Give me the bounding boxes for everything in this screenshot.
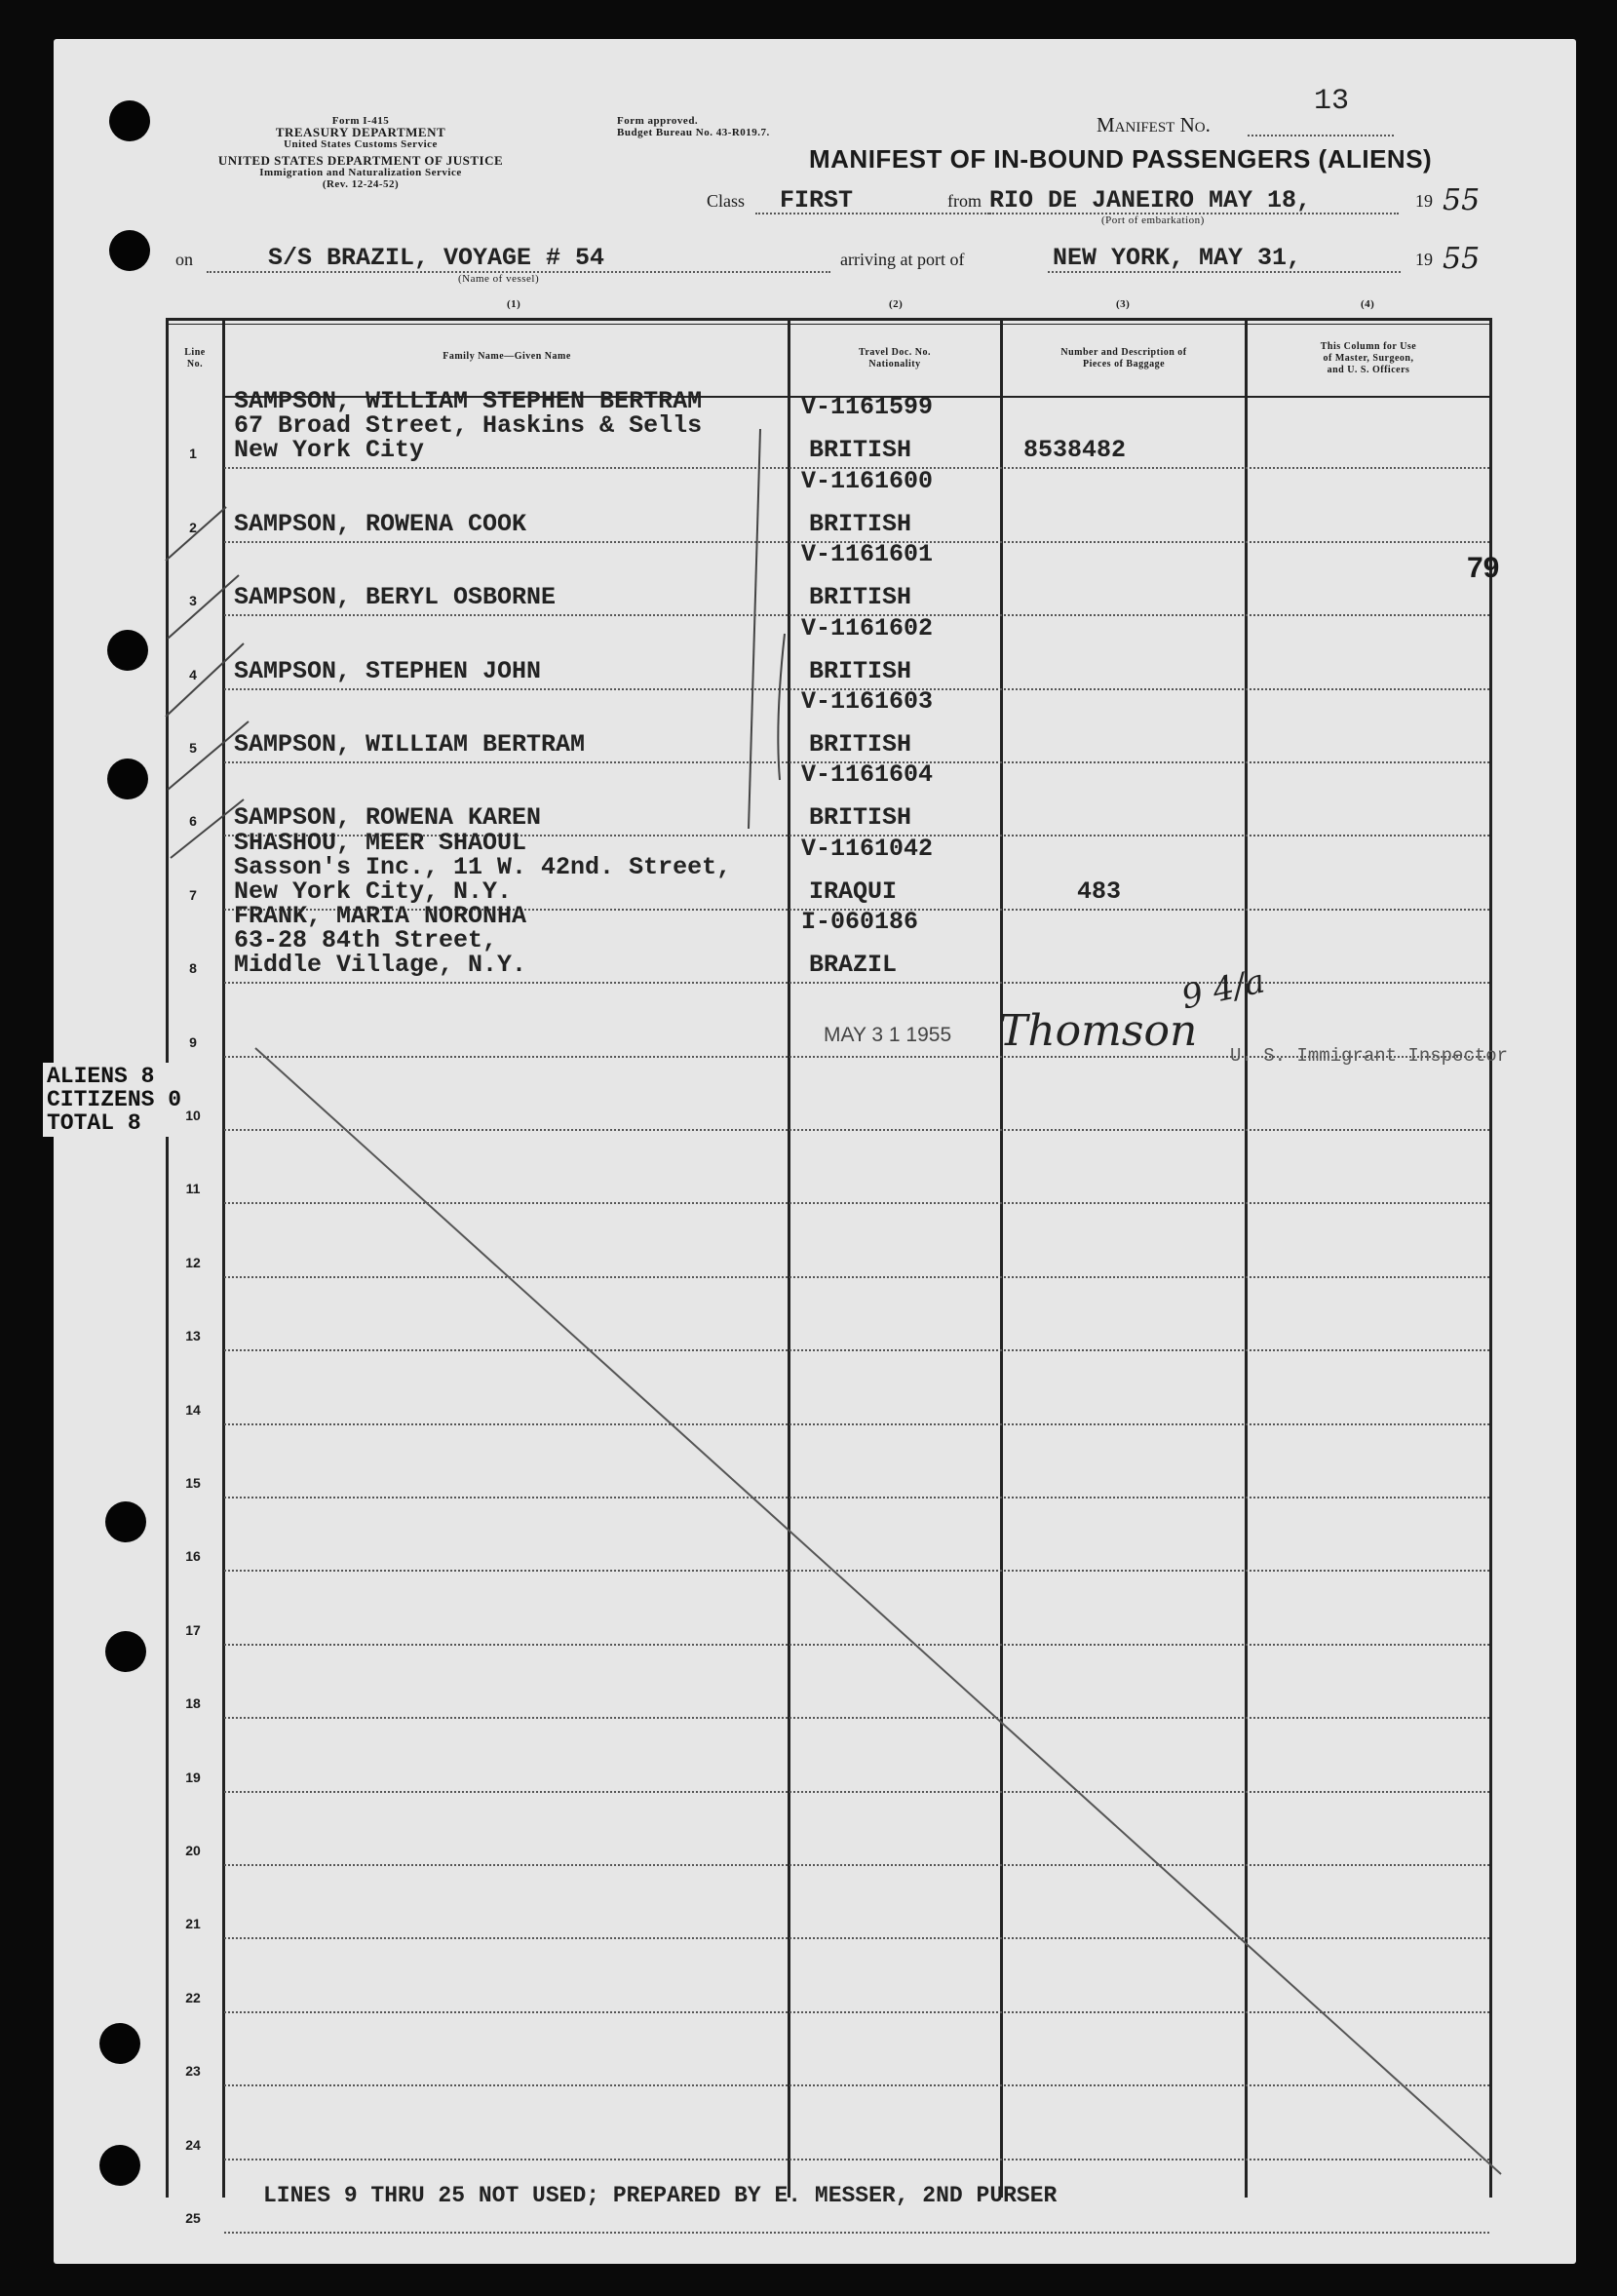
nationality: BRITISH [809,803,912,833]
travel-doc-number: V-1161601 [801,540,934,569]
ins-label: Immigration and Naturalization Service [259,167,462,178]
line-number: 24 [185,2136,201,2153]
line-number: 8 [189,960,197,977]
line-number: 14 [185,1401,201,1418]
customs-label: United States Customs Service [284,138,438,150]
nationality: BRITISH [809,509,912,538]
vessel-caption: (Name of vessel) [458,273,540,285]
baggage-number: 483 [1077,876,1122,906]
diagonal-strike [255,1048,1501,2174]
baggage-number: 8538482 [1023,436,1127,465]
form-number: Form I-415 [331,115,390,127]
line-number: 4 [189,666,197,682]
col-number-3: (3) [1116,298,1131,310]
total-count: TOTAL 8 [47,1110,141,1136]
passenger-name: SAMPSON, WILLIAM BERTRAM [234,730,586,759]
line-number: 20 [185,1843,201,1858]
revision-label: (Rev. 12-24-52) [322,178,400,190]
passenger-name: SAMPSON, WILLIAM STEPHEN BERTRAM [234,387,703,416]
pen-stroke [749,429,760,829]
line-number: 2 [189,519,197,535]
arriving-value: NEW YORK, MAY 31, [1053,244,1302,272]
passenger-address-city: New York City [234,436,425,465]
class-label: Class [707,191,746,211]
inspector-title: U. S. Immigrant Inspector [1230,1045,1509,1067]
passenger-address: 67 Broad Street, Haskins & Sells [234,411,703,441]
nationality: BRITISH [809,656,912,685]
line-no-header-2: No. [186,359,204,370]
inspector-initials: 9 4/a [1177,961,1269,1018]
manifest-number: 13 [1314,85,1350,118]
justice-label: UNITED STATES DEPARTMENT OF JUSTICE [217,153,504,168]
year-prefix-1: 19 [1415,191,1433,211]
aliens-count: ALIENS 8 [47,1064,155,1089]
nationality: IRAQUI [809,876,898,906]
vessel-value: S/S BRAZIL, VOYAGE # 54 [268,244,605,272]
form-approved-label: Form approved. [617,115,699,127]
line-number: 1 [189,446,197,462]
passenger-address-city: Middle Village, N.Y. [234,951,527,980]
line-number: 17 [185,1621,201,1638]
inspector-signature: Thomson [999,1006,1198,1056]
col-number-2: (2) [889,298,904,310]
line-number: 21 [185,1916,201,1932]
officers-header-3: and U. S. Officers [1327,365,1410,375]
travel-doc-number: V-1161600 [801,466,934,495]
baggage-header-2: Pieces of Baggage [1082,359,1166,370]
nationality: BRITISH [809,730,912,759]
nationality: BRITISH [809,436,912,465]
footer-note: LINES 9 THRU 25 NOT USED; PREPARED BY E. MESSER, 2ND PURSER [263,2183,1058,2208]
nationality-header: Nationality [868,359,921,370]
from-label: from [947,191,982,211]
col-number-1: (1) [507,298,521,310]
line-number: 6 [189,813,197,830]
passenger-name: SHASHOU, MEER SHAOUL [234,828,527,857]
line-number: 5 [189,740,197,756]
line-number: 18 [185,1695,201,1712]
line-no-header: Line [184,347,206,358]
line-number: 3 [189,593,197,609]
year-2: 55 [1443,242,1481,276]
line-number: 16 [185,1548,201,1565]
passenger-name: SAMPSON, BERYL OSBORNE [234,583,557,612]
travel-doc-number: V-1161599 [801,393,934,422]
line-number: 10 [185,1108,201,1123]
line-number: 15 [185,1475,201,1491]
treasury-label: TREASURY DEPARTMENT [275,125,446,139]
line-number: 11 [185,1181,201,1197]
travel-doc-number: V-1161042 [801,834,934,863]
arriving-label: arriving at port of [840,250,965,269]
margin-count: 79 [1467,552,1500,584]
line-number: 12 [185,1254,201,1270]
officers-header-2: of Master, Surgeon, [1323,353,1414,364]
arrival-stamp: MAY 3 1 1955 [824,1024,952,1046]
col-number-4: (4) [1361,298,1375,310]
year-prefix-2: 19 [1415,250,1433,269]
port-embarkation-caption: (Port of embarkation) [1101,214,1205,226]
line-number: 22 [185,1989,201,2005]
passenger-name: SAMPSON, STEPHEN JOHN [234,656,542,685]
from-value: RIO DE JANEIRO MAY 18, [989,186,1312,214]
manifest-no-label: Manifest No. [1097,113,1211,136]
year-1: 55 [1443,183,1481,217]
travel-doc-number: V-1161604 [801,760,934,790]
line-number: 7 [189,886,197,903]
budget-label: Budget Bureau No. 43-R019.7. [617,127,770,138]
travel-doc-header: Travel Doc. No. [859,347,931,358]
line-number: 23 [185,2063,201,2080]
passenger-name: FRANK, MARIA NORONHA [234,902,527,931]
officers-header: This Column for Use [1320,341,1417,352]
name-column-header: Family Name—Given Name [443,351,571,362]
on-label: on [175,250,193,269]
travel-doc-number: I-060186 [801,908,919,937]
passenger-address-city: New York City, N.Y. [234,876,513,906]
passenger-name: SAMPSON, ROWENA COOK [234,509,527,538]
travel-doc-number: V-1161603 [801,687,934,716]
travel-doc-number: V-1161602 [801,613,934,642]
citizens-count: CITIZENS 0 [47,1087,182,1112]
line-number: 13 [185,1328,201,1344]
class-value: FIRST [780,186,854,214]
line-number: 9 [189,1033,197,1050]
passenger-address: 63-28 84th Street, [234,926,498,955]
line-number: 25 [185,2210,201,2226]
manifest-title: MANIFEST OF IN-BOUND PASSENGERS (ALIENS) [809,144,1433,174]
passenger-address: Sasson's Inc., 11 W. 42nd. Street, [234,852,732,881]
nationality: BRAZIL [809,951,898,980]
passenger-name: SAMPSON, ROWENA KAREN [234,803,542,833]
nationality: BRITISH [809,583,912,612]
baggage-header: Number and Description of [1060,347,1187,358]
line-number: 19 [185,1769,201,1785]
